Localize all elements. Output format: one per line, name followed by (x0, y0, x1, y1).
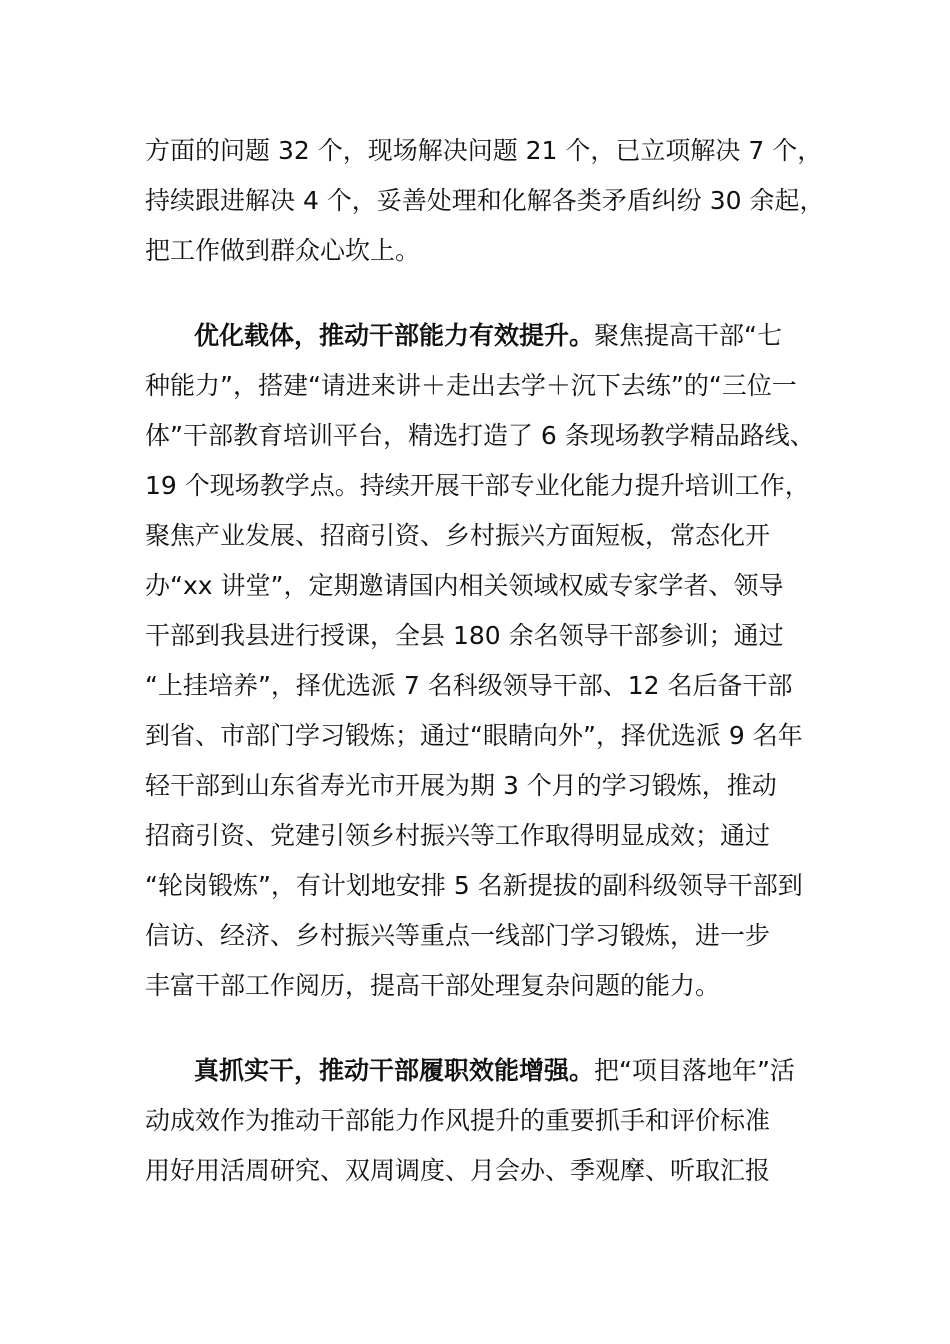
paragraph-2-line-10: 轻干部到山东省寿光市开展为期 3 个月的学习锻炼，推动 (145, 771, 777, 800)
paragraph-2-line-2: 种能力”，搭建“请进来讲＋走出去学＋沉下去练”的“三位一 (145, 371, 797, 400)
paragraph-3-line-3: 用好用活周研究、双周调度、月会办、季观摩、听取汇报 (145, 1156, 771, 1185)
paragraph-2-line-8: “上挂培养”，择优选派 7 名科级领导干部、12 名后备干部 (145, 671, 793, 700)
paragraph-2-line-11: 招商引资、党建引领乡村振兴等工作取得明显成效；通过 (145, 821, 771, 850)
paragraph-1-line-3: 把工作做到群众心坎上。 (145, 236, 421, 265)
paragraph-2-first-line (194, 319, 844, 353)
paragraph-1-line-1: 方面的问题 32 个，现场解决问题 21 个，已立项解决 7 个， (145, 136, 823, 165)
paragraph-2-line-13: 信访、经济、乡村振兴等重点一线部门学习锻炼，进一步 (145, 921, 771, 950)
paragraph-3-line-2: 动成效作为推动干部能力作风提升的重要抓手和评价标准 (145, 1106, 771, 1135)
paragraph-2-line-6: 办“xx 讲堂”，定期邀请国内相关领域权威专家学者、领导 (145, 571, 784, 600)
paragraph-2-line-9: 到省、市部门学习锻炼；通过“眼睛向外”，择优选派 9 名年 (145, 721, 803, 750)
paragraph-2-first-line-text: 聚焦提高干部“七 (594, 321, 782, 350)
paragraph-3-first-line-text: 把“项目落地年”活 (594, 1056, 795, 1085)
paragraph-2-line-4: 19 个现场教学点。持续开展干部专业化能力提升培训工作， (145, 471, 810, 500)
paragraph-2-heading: 优化载体，推动干部能力有效提升。 (194, 321, 595, 350)
paragraph-3-heading: 真抓实干，推动干部履职效能增强。 (194, 1056, 595, 1085)
paragraph-2-line-14: 丰富干部工作阅历，提高干部处理复杂问题的能力。 (145, 971, 721, 1000)
paragraph-2-line-5: 聚焦产业发展、招商引资、乡村振兴方面短板，常态化开 (145, 521, 771, 550)
paragraph-2-line-3: 体”干部教育培训平台，精选打造了 6 条现场教学精品路线、 (145, 421, 815, 450)
paragraph-1-line-2: 持续跟进解决 4 个，妥善处理和化解各类矛盾纠纷 30 余起， (145, 186, 825, 215)
paragraph-3-first-line (194, 1054, 844, 1088)
paragraph-2-line-7: 干部到我县进行授课，全县 180 余名领导干部参训；通过 (145, 621, 784, 650)
paragraph-2-line-12: “轮岗锻炼”，有计划地安排 5 名新提拔的副科级领导干部到 (145, 871, 803, 900)
